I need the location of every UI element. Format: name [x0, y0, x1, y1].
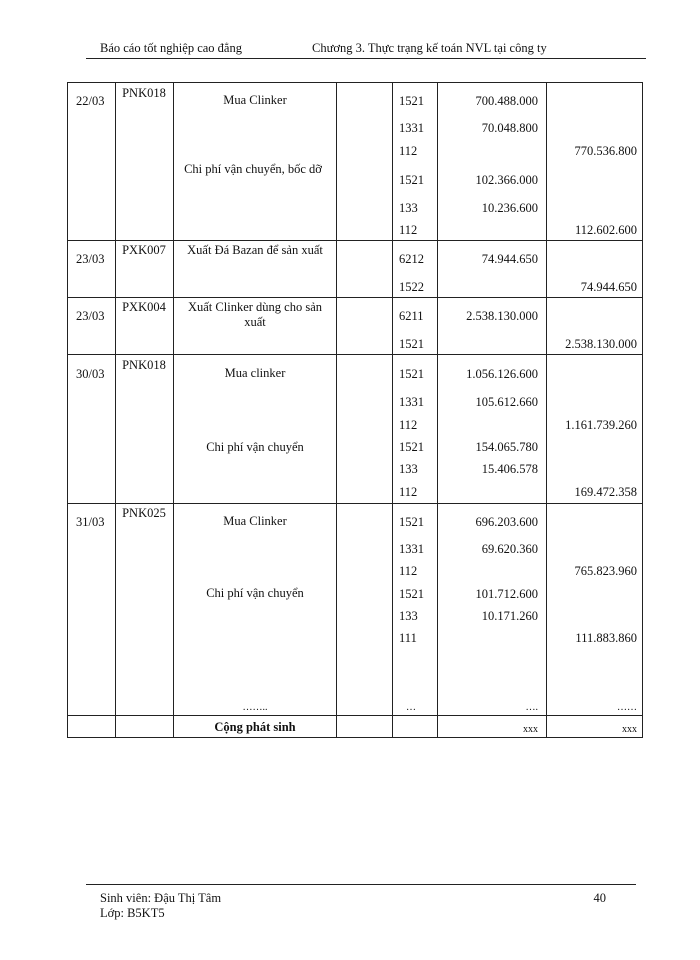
debit-amount: 1.056.126.600 — [466, 367, 538, 381]
debit-amount: 70.048.800 — [481, 121, 538, 135]
ellipsis-debit: …. — [525, 702, 538, 713]
total-label: Cộng phát sinh — [214, 720, 296, 734]
account: 1521 — [399, 337, 424, 351]
account: 6212 — [399, 252, 424, 266]
page-number: 40 — [593, 891, 606, 905]
account: 133 — [399, 201, 418, 215]
account: 1521 — [399, 587, 424, 601]
credit-amount: 169.472.358 — [574, 485, 637, 499]
ellipsis-account: … — [406, 702, 416, 713]
account: 112 — [399, 418, 418, 432]
col-divider — [173, 83, 174, 737]
entry-desc: Mua Clinker — [223, 514, 287, 528]
account: 1331 — [399, 542, 424, 556]
col-divider — [115, 83, 116, 737]
account: 1521 — [399, 367, 424, 381]
debit-amount: 10.171.260 — [481, 609, 538, 623]
account: 112 — [399, 485, 418, 499]
row-divider — [68, 297, 642, 298]
credit-amount: 2.538.130.000 — [565, 337, 637, 351]
entry-doc: PXK007 — [122, 243, 166, 257]
entry-date: 30/03 — [76, 367, 105, 381]
debit-amount: 696.203.600 — [475, 515, 538, 529]
row-divider — [68, 503, 642, 504]
entry-desc: Mua Clinker — [223, 93, 287, 107]
debit-amount: 154.065.780 — [475, 440, 538, 454]
chapter-title: Chương 3. Thực trạng kế toán NVL tại công ty — [312, 41, 547, 55]
debit-amount: 101.712.600 — [475, 587, 538, 601]
debit-amount: 2.538.130.000 — [466, 309, 538, 323]
credit-amount: 112.602.600 — [574, 223, 637, 237]
row-divider — [68, 715, 642, 716]
account: 112 — [399, 564, 418, 578]
col-divider — [437, 83, 438, 737]
debit-amount: 105.612.660 — [475, 395, 538, 409]
account: 112 — [399, 223, 418, 237]
account: 1521 — [399, 173, 424, 187]
account: 111 — [399, 631, 417, 645]
page-footer — [86, 884, 636, 935]
report-title: Báo cáo tốt nghiệp cao đẳng — [100, 41, 242, 55]
debit-amount: 10.236.600 — [481, 201, 538, 215]
account: 1521 — [399, 515, 424, 529]
account: 133 — [399, 462, 418, 476]
account: 1521 — [399, 440, 424, 454]
entry-desc: Mua clinker — [224, 366, 286, 380]
entry-doc: PXK004 — [122, 300, 166, 314]
entry-date: 22/03 — [76, 94, 105, 108]
total-debit: xxx — [523, 724, 538, 735]
student-name: Sinh viên: Đậu Thị Tâm — [100, 891, 222, 905]
account: 6211 — [399, 309, 424, 323]
credit-amount: 1.161.739.260 — [565, 418, 637, 432]
account: 1331 — [399, 121, 424, 135]
entry-date: 23/03 — [76, 309, 105, 323]
entry-date: 23/03 — [76, 252, 105, 266]
ledger-table — [67, 82, 643, 738]
debit-amount: 700.488.000 — [475, 94, 538, 108]
account: 1522 — [399, 280, 424, 294]
credit-amount: 111.883.860 — [575, 631, 637, 645]
class-name: Lớp: B5KT5 — [100, 906, 165, 920]
debit-amount: 74.944.650 — [481, 252, 538, 266]
ellipsis-credit: …… — [617, 702, 637, 713]
credit-amount: 74.944.650 — [580, 280, 637, 294]
debit-amount: 15.406.578 — [481, 462, 538, 476]
account: 1331 — [399, 395, 424, 409]
debit-amount: 102.366.000 — [475, 173, 538, 187]
total-credit: xxx — [622, 724, 637, 735]
col-divider — [336, 83, 337, 737]
account: 133 — [399, 609, 418, 623]
entry-doc: PNK025 — [122, 506, 166, 520]
entry-desc: Xuất Đá Bazan để sản xuất — [187, 243, 323, 257]
entry-doc: PNK018 — [122, 358, 166, 372]
entry-desc: Chi phí vận chuyển — [206, 586, 304, 600]
page-header — [86, 38, 646, 59]
account: 1521 — [399, 94, 424, 108]
row-divider — [68, 240, 642, 241]
ellipsis-desc: …….. — [242, 702, 268, 713]
entry-date: 31/03 — [76, 515, 105, 529]
col-divider — [546, 83, 547, 737]
credit-amount: 770.536.800 — [574, 144, 637, 158]
debit-amount: 69.620.360 — [481, 542, 538, 556]
row-divider — [68, 354, 642, 355]
credit-amount: 765.823.960 — [574, 564, 637, 578]
entry-doc: PNK018 — [122, 86, 166, 100]
account: 112 — [399, 144, 418, 158]
entry-desc: Chi phí vận chuyển — [206, 440, 304, 454]
entry-desc: Chi phí vận chuyển, bốc dỡ — [184, 162, 322, 176]
col-divider — [392, 83, 393, 737]
entry-desc: Xuất Clinker dùng cho sản xuất — [187, 300, 322, 329]
